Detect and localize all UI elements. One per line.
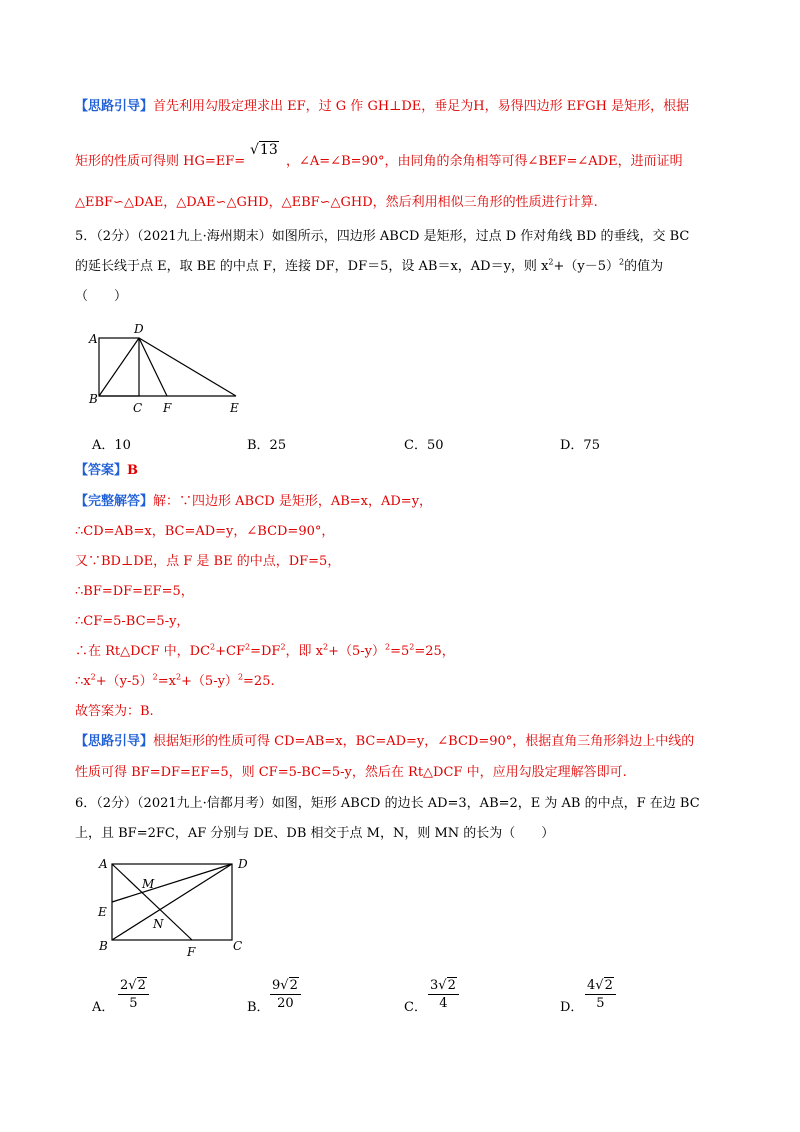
sqrt-13-expression: √13: [250, 142, 278, 158]
q5-solution-line-1: 【完整解答】解：∵四边形 ABCD 是矩形，AB=x，AD=y，: [75, 494, 433, 509]
q5-label-a: A: [89, 332, 98, 346]
q5-label-f: F: [163, 401, 172, 415]
q5-conclusion: 故答案为：B.: [75, 704, 154, 719]
q5-label-d: D: [134, 322, 144, 336]
q6-rectangle-abcd: [112, 864, 232, 940]
q5-line-de: [139, 338, 236, 396]
q6-label-b: B: [99, 939, 108, 953]
q5-label-b: B: [89, 392, 98, 406]
q6-label-e: E: [98, 905, 107, 919]
q5-label-e: E: [230, 401, 239, 415]
q6-option-d-fraction: $\frac{4√2}{5}$: [585, 978, 616, 1011]
q5-option-c: C．50: [404, 438, 444, 453]
q4-hint-line-2b: ，∠A=∠B=90°，由同角的余角相等可得∠BEF=∠ADE，进而证明: [286, 154, 683, 169]
q5-solution-line-2: ∴CD=AB=x，BC=AD=y，∠BCD=90°，: [75, 524, 335, 539]
q5-stem-line-2: 的延长线于点 E，取 BE 的中点 F，连接 DF，DF＝5，设 AB＝x，AD＝y，则 $x^2+(y-5)^2$的值为: [75, 257, 664, 274]
q5-solution-line-6: ∴在 Rt△DCF 中，$DC^2+CF^2=DF^2$，即 $x^2+(5-y)^2=5^2=25$，: [75, 642, 455, 659]
q5-hint-line-1: 【思路引导】根据矩形的性质可得 CD=AB=x，BC=AD=y，∠BCD=90°，根据直角三角形斜边上中线的: [75, 734, 695, 749]
q5-rectangle-abcd: [99, 338, 139, 396]
q5-diagonal-bd: [99, 338, 139, 396]
q5-solution-line-5: ∴CF=5-BC=5-y，: [75, 614, 190, 629]
q5-answer: 【答案】B: [75, 463, 139, 478]
q5-label-c: C: [133, 401, 143, 415]
q4-hint-line-1: 【思路引导】首先利用勾股定理求出 EF，过 G 作 GH⊥DE，垂足为H，易得四边形 EFGH 是矩形，根据: [75, 99, 690, 114]
q6-option-a-fraction: $\frac{2√2}{5}$: [118, 978, 149, 1011]
q6-label-a: A: [99, 857, 108, 871]
q6-option-b-fraction: $\frac{9√2}{20}$: [270, 978, 301, 1011]
q4-hint-line-2a: 矩形的性质可得则 HG=EF=: [75, 154, 246, 169]
q5-option-a: A．10: [92, 438, 131, 453]
q5-stem-line-3: （ ）: [75, 289, 128, 304]
q6-label-n: N: [153, 917, 164, 931]
q5-solution-line-4: ∴BF=DF=EF=5，: [75, 584, 194, 599]
q6-option-c-fraction: $\frac{3√2}{4}$: [428, 978, 459, 1011]
q6-line-de: [112, 864, 232, 902]
q4-hint-line-3: △EBF∽△DAE，△DAE∽△GHD，△EBF∽△GHD，然后利用相似三角形的性质进行计算.: [75, 195, 598, 210]
q5-option-d: D．75: [560, 438, 600, 453]
q6-option-d-letter: D．: [560, 1000, 584, 1015]
q5-solution-line-7: $\therefore x^2+(y-5)^2=x^2+(5-y)^2=25$.: [75, 672, 275, 689]
q5-line-df: [139, 338, 167, 396]
q6-diagonal-bd: [112, 864, 232, 940]
q5-hint-line-2: 性质可得 BF=DF=EF=5，则 CF=5-BC=5-y，然后在 Rt△DCF 中，应用勾股定理解答即可.: [75, 765, 627, 780]
q6-option-c-letter: C．: [404, 1000, 427, 1015]
q6-label-d: D: [238, 857, 248, 871]
q6-label-m: M: [142, 877, 155, 891]
q5-option-b: B．25: [247, 438, 287, 453]
q6-stem-line-1: 6．（2分）（2021九上·信都月考）如图，矩形 ABCD 的边长 AD=3，AB=2，E 为 AB 的中点，F 在边 BC: [75, 796, 700, 811]
hint-label: 【思路引导】: [75, 99, 154, 114]
q6-label-f: F: [187, 945, 196, 959]
q6-label-c: C: [233, 939, 243, 953]
q6-option-a-letter: A．: [92, 1000, 115, 1015]
q5-solution-line-3: 又∵BD⊥DE，点 F 是 BE 的中点，DF=5，: [75, 554, 341, 569]
q6-option-b-letter: B．: [247, 1000, 270, 1015]
q6-stem-line-2: 上，且 BF=2FC，AF 分别与 DE、DB 相交于点 M，N，则 MN 的长为（ ）: [75, 826, 555, 841]
q6-line-af: [112, 864, 192, 940]
q5-stem-line-1: 5．（2分）（2021九上·海州期末）如图所示，四边形 ABCD 是矩形，过点 D 作对角线 BD 的垂线，交 BC: [75, 229, 690, 244]
